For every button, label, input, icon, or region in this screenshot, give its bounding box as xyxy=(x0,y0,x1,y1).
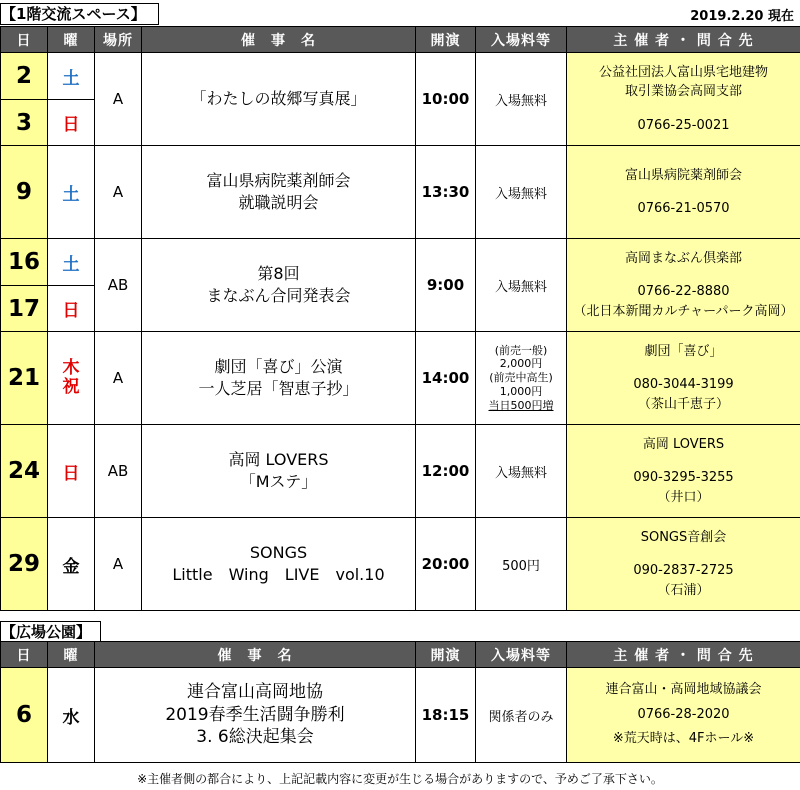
fee-line: 2,000円 xyxy=(499,357,543,371)
header-fee: 入場料等 xyxy=(476,642,567,668)
fee-cell xyxy=(476,332,567,425)
table-header-row xyxy=(1,642,800,668)
event-name-line: 3. 6総決起集会 xyxy=(196,727,314,748)
place-cell: AB xyxy=(95,425,142,518)
header-host: 主 催 者 ・ 問 合 先 xyxy=(567,27,800,53)
host-line: 高岡まなぶん倶楽部 xyxy=(624,250,742,266)
fee-line: (前売一般) xyxy=(494,343,548,357)
host-cell xyxy=(567,146,800,239)
section-title-text: 【1階交流スペース】 xyxy=(1,5,146,23)
event-name-cell xyxy=(142,146,416,239)
host-cell xyxy=(567,518,800,611)
host-line: 富山県病院薬剤師会 xyxy=(624,167,742,183)
host-phone: 0766-22-8880 xyxy=(637,284,730,300)
event-name-line: 連合富山高岡地協 xyxy=(187,681,323,702)
event-name-line: 2019春季生活闘争勝利 xyxy=(165,704,345,725)
event-name-cell xyxy=(142,425,416,518)
day-cell: 29 xyxy=(1,518,48,611)
host-line: （茶山千恵子） xyxy=(637,396,729,412)
event-name-line: 劇団「喜び」公演 xyxy=(214,357,343,377)
place-cell: A xyxy=(95,53,142,146)
event-name-line: SONGS xyxy=(249,543,308,563)
host-cell xyxy=(567,332,800,425)
schedule-table-plaza xyxy=(0,641,800,763)
day-cell: 9 xyxy=(1,146,48,239)
place-cell: A xyxy=(95,146,142,239)
host-phone: 090-2837-2725 xyxy=(633,563,734,579)
section-title-plaza xyxy=(0,621,101,642)
event-name-line: Little Wing LIVE vol.10 xyxy=(172,565,385,584)
time-cell: 18:15 xyxy=(416,668,476,763)
schedule-table-1f xyxy=(0,26,800,611)
host-cell xyxy=(567,425,800,518)
host-cell xyxy=(567,239,800,332)
time-cell: 13:30 xyxy=(416,146,476,239)
fee-cell: 入場無料 xyxy=(476,425,567,518)
host-line: （井口） xyxy=(657,489,710,505)
table-row xyxy=(1,518,800,611)
event-name-line: 就職説明会 xyxy=(238,193,319,212)
dow-cell: 日 xyxy=(48,425,95,518)
fee-line: 当日500円増 xyxy=(488,398,554,412)
place-cell: A xyxy=(95,518,142,611)
header-fee: 入場料等 xyxy=(476,27,567,53)
host-line: SONGS音創会 xyxy=(640,529,727,545)
header-start-time: 開演 xyxy=(416,642,476,668)
host-line: 劇団「喜び」 xyxy=(644,343,723,359)
table-header-row xyxy=(1,27,800,53)
event-name-line: まなぶん合同発表会 xyxy=(206,286,351,305)
dow-cell: 日 xyxy=(48,286,95,332)
event-name-cell xyxy=(142,332,416,425)
header-event-name: 催 事 名 xyxy=(95,642,416,668)
day-cell: 3 xyxy=(1,100,48,146)
host-line: 公益社団法人富山県宅地建物 xyxy=(598,64,768,80)
section-title-text: 【広場公園】 xyxy=(1,623,92,641)
fee-cell: 入場無料 xyxy=(476,239,567,332)
header-day: 日 xyxy=(1,642,48,668)
dow-cell: 土 xyxy=(48,53,95,100)
table-row xyxy=(1,425,800,518)
header-event-name: 催 事 名 xyxy=(142,27,416,53)
host-line: 取引業協会高岡支部 xyxy=(624,84,742,100)
place-cell: A xyxy=(95,332,142,425)
day-cell: 16 xyxy=(1,239,48,286)
event-name-line: 一人芝居「智恵子抄」 xyxy=(198,379,359,398)
header-dow: 曜 xyxy=(48,27,95,53)
event-name-cell xyxy=(95,668,416,763)
dow-cell: 土 xyxy=(48,239,95,286)
host-phone: 0766-21-0570 xyxy=(637,201,730,216)
time-cell: 9:00 xyxy=(416,239,476,332)
event-name-line: 「Mステ」 xyxy=(239,472,318,491)
dow-line: 木 xyxy=(62,358,80,379)
place-cell: AB xyxy=(95,239,142,332)
dow-cell: 土 xyxy=(48,146,95,239)
time-cell: 14:00 xyxy=(416,332,476,425)
host-phone: 0766-28-2020 xyxy=(637,706,730,722)
day-cell: 17 xyxy=(1,286,48,332)
dow-line: 祝 xyxy=(62,377,80,397)
event-name-cell xyxy=(142,239,416,332)
header-host: 主 催 者 ・ 問 合 先 xyxy=(567,642,800,668)
time-cell: 10:00 xyxy=(416,53,476,146)
host-cell xyxy=(567,668,800,763)
footer-note: ※主催者側の都合により、上記記載内容に変更が生じる場合がありますので、予めご了承下さい。 xyxy=(137,772,663,786)
fee-cell: 500円 xyxy=(476,518,567,611)
day-cell: 2 xyxy=(1,53,48,100)
header-start-time: 開演 xyxy=(416,27,476,53)
event-name-line: 高岡 LOVERS xyxy=(228,450,329,470)
date-stamp: 2019.2.20 現在 xyxy=(690,9,794,24)
day-cell: 24 xyxy=(1,425,48,518)
time-cell: 20:00 xyxy=(416,518,476,611)
time-cell: 12:00 xyxy=(416,425,476,518)
dow-cell: 金 xyxy=(48,518,95,611)
event-name-line: 「わたしの故郷写真展」 xyxy=(190,89,367,109)
header-dow: 曜 xyxy=(48,642,95,668)
header-place: 場所 xyxy=(95,27,142,53)
header-day: 日 xyxy=(1,27,48,53)
table-row xyxy=(1,668,800,763)
host-line: （石浦） xyxy=(657,582,710,598)
event-name-cell xyxy=(142,53,416,146)
host-line: 連合富山・高岡地域協議会 xyxy=(605,681,762,697)
fee-cell: 入場無料 xyxy=(476,53,567,146)
host-phone: 0766-25-0021 xyxy=(637,117,730,133)
fee-cell: 関係者のみ xyxy=(476,668,567,763)
table-row xyxy=(1,332,800,425)
host-phone: 090-3295-3255 xyxy=(633,470,734,486)
host-cell xyxy=(567,53,800,146)
section-title-1f xyxy=(0,3,159,25)
host-phone: 080-3044-3199 xyxy=(633,377,734,393)
host-line: （北日本新聞カルチャーパーク高岡） xyxy=(573,303,794,319)
event-name-line: 第8回 xyxy=(257,264,300,284)
dow-cell: 日 xyxy=(48,100,95,146)
table-row xyxy=(1,146,800,239)
day-cell: 21 xyxy=(1,332,48,425)
dow-cell xyxy=(48,332,95,425)
fee-line: 1,000円 xyxy=(499,384,543,398)
table-row xyxy=(1,53,800,100)
event-name-line: 富山県病院薬剤師会 xyxy=(206,171,351,191)
host-line: 高岡 LOVERS xyxy=(642,436,725,452)
dow-cell: 水 xyxy=(48,668,95,763)
day-cell: 6 xyxy=(1,668,48,763)
fee-line: (前売中高生) xyxy=(489,371,553,385)
table-row xyxy=(1,239,800,286)
fee-cell: 入場無料 xyxy=(476,146,567,239)
event-name-cell xyxy=(142,518,416,611)
host-note: ※荒天時は、4Fホール※ xyxy=(612,731,755,747)
